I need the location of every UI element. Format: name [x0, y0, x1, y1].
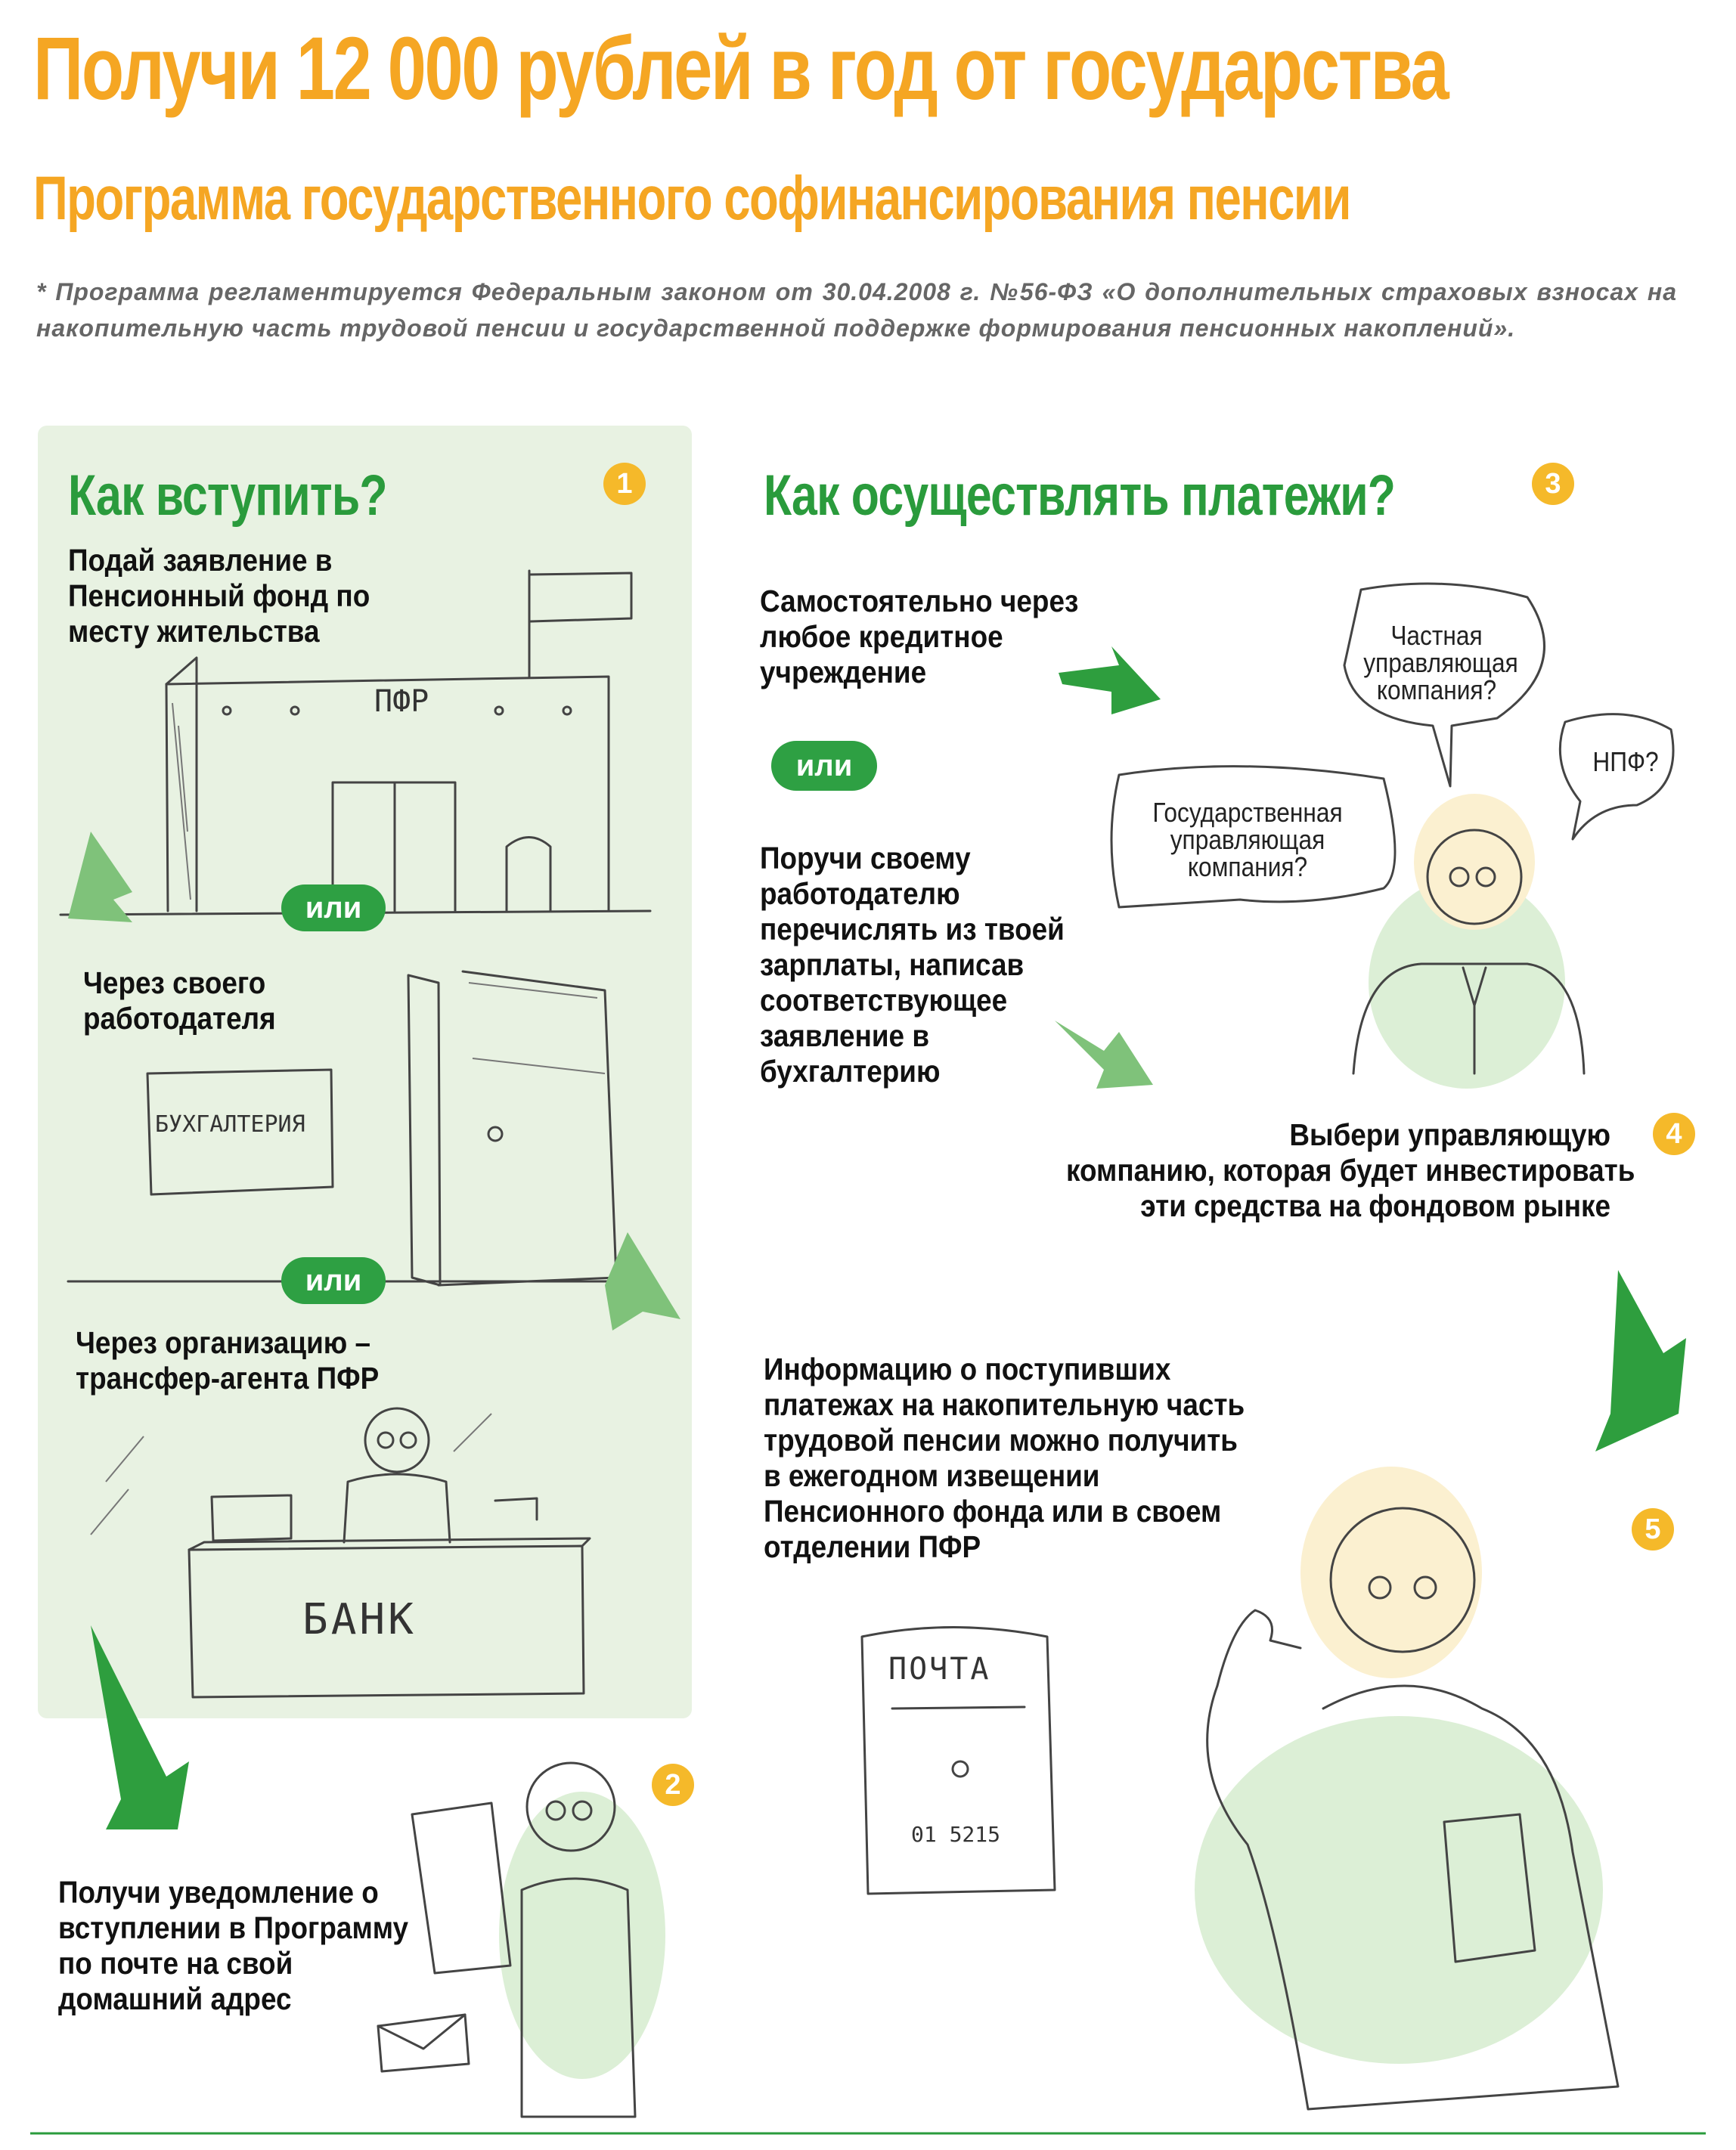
- text-line: по почте на свой: [58, 1946, 293, 1981]
- person-thinking-illustration: [1353, 794, 1584, 1089]
- text-line: вступлении в Программу: [58, 1910, 409, 1945]
- text-line: трансфер-агента ПФР: [76, 1361, 380, 1396]
- step-badge-5: 5: [1632, 1508, 1674, 1551]
- text-line: соответствующее: [760, 983, 1008, 1018]
- step-badge-1: 1: [603, 463, 646, 505]
- mailbox-label: ПОЧТА: [888, 1652, 991, 1687]
- text-line: Информацию о поступивших: [764, 1352, 1171, 1386]
- bubble-line: управляющая: [1170, 824, 1325, 855]
- or-badge-2: или: [281, 1257, 386, 1304]
- join-option-2: [83, 965, 297, 1036]
- text-line: Получи уведомление о: [58, 1875, 379, 1910]
- text-line: домашний адрес: [58, 1981, 292, 2016]
- text-line: платежах на накопительную часть: [764, 1387, 1245, 1422]
- text-line: перечислять из твоей: [760, 912, 1065, 946]
- text-line: трудовой пенсии можно получить: [764, 1423, 1238, 1458]
- step-badge-3: 3: [1532, 463, 1574, 505]
- info-text: [764, 1352, 1298, 1565]
- payments-option-2: [760, 841, 1099, 1089]
- join-heading: Как вступить?: [68, 463, 387, 528]
- arrow-6: [1595, 1270, 1686, 1451]
- bubble-state-text: [1145, 799, 1351, 881]
- text-line: работодателя: [83, 1001, 276, 1036]
- bubble-line: Частная: [1390, 620, 1483, 651]
- bank-desk-illustration: [91, 1408, 590, 1697]
- text-line: Пенсионный фонд по: [68, 578, 370, 613]
- bubble-private-text: [1363, 620, 1518, 705]
- arrow-1: [68, 832, 132, 922]
- text-line: Через организацию –: [76, 1325, 371, 1360]
- accounting-sign: БУХГАЛТЕРИЯ: [155, 1111, 305, 1138]
- payments-option-1: [760, 584, 1114, 690]
- bubble-line: управляющая: [1363, 647, 1518, 678]
- step-badge-2: 2: [652, 1764, 694, 1806]
- join-option-1: [68, 543, 404, 649]
- text-line: зарплаты, написав: [760, 947, 1025, 982]
- text-line: Самостоятельно через: [760, 584, 1079, 618]
- text-line: Выбери управляющую: [1289, 1117, 1610, 1152]
- step-badge-4: 4: [1653, 1113, 1695, 1155]
- text-line: в ежегодном извещении: [764, 1458, 1100, 1493]
- or-badge-3: или: [771, 741, 877, 791]
- text-line: работодателю: [760, 876, 960, 911]
- bank-sign: БАНК: [302, 1595, 417, 1644]
- or-badge-1: или: [281, 884, 386, 931]
- pfr-sign: ПФР: [374, 684, 429, 719]
- text-line: любое кредитное: [760, 619, 1003, 654]
- mailbox-number: 01 5215: [911, 1822, 1001, 1847]
- text-line: заявление в: [760, 1018, 930, 1053]
- join-option-3: [76, 1325, 413, 1396]
- text-line: отделении ПФР: [764, 1529, 981, 1564]
- law-footnote: * Программа регламентируется Федеральным законом от 30.04.2008 г. №56-ФЗ «О дополнительных страховых взносах на накопительную часть трудовой пенсии и государственной поддержке формирования пенсионных накоплений».: [36, 278, 1677, 342]
- bubble-line: Государственная: [1152, 797, 1343, 828]
- text-line: учреждение: [760, 655, 927, 689]
- choose-text: [1006, 1117, 1635, 1224]
- notice-text: [58, 1875, 448, 2017]
- text-line: Пенсионного фонда или в своем: [764, 1494, 1222, 1529]
- bubble-line: НПФ?: [1592, 746, 1659, 777]
- text-line: Через своего: [83, 965, 266, 1000]
- text-line: компанию, которая будет инвестировать: [1066, 1153, 1635, 1188]
- page-title: Получи 12 000 рублей в год от государства: [33, 19, 1448, 119]
- arrow-2: [605, 1232, 680, 1331]
- payments-heading: Как осуществлять платежи?: [764, 463, 1396, 528]
- bubble-line: компания?: [1187, 851, 1308, 882]
- arrow-3: [91, 1625, 189, 1829]
- text-line: Поручи своему: [760, 841, 971, 875]
- bubble-npf-text: [1589, 748, 1663, 776]
- text-line: Подай заявление в: [68, 543, 333, 578]
- text-line: месту жительства: [68, 614, 320, 649]
- text-line: бухгалтерию: [760, 1054, 941, 1089]
- text-line: эти средства на фондовом рынке: [1140, 1188, 1610, 1223]
- bubble-line: компания?: [1376, 674, 1497, 705]
- page-subtitle: Программа государственного софинансирования пенсии: [33, 164, 1350, 233]
